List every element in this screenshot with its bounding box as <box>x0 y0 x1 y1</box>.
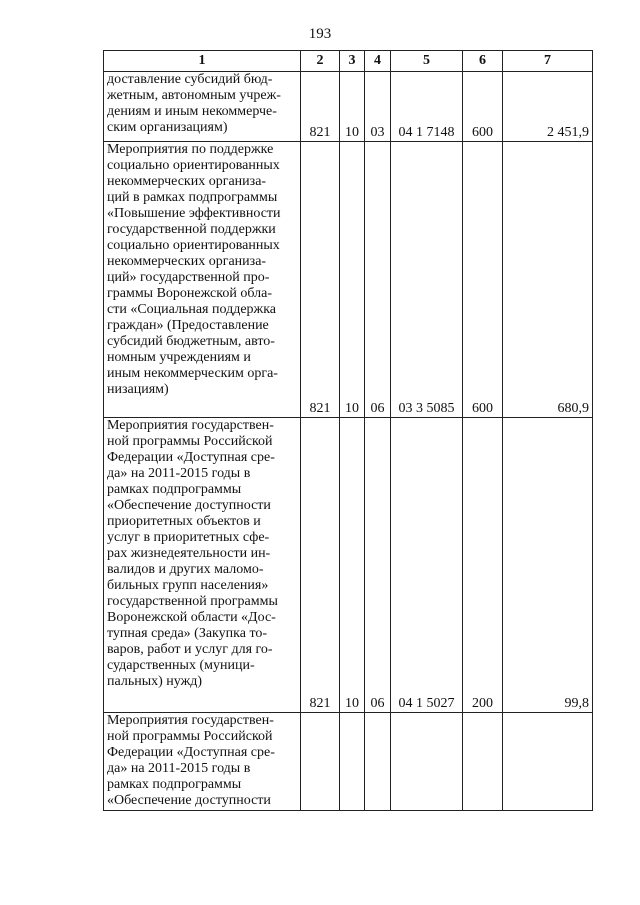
cell-ministry-code: 821 <box>301 72 340 142</box>
cell-subsection-code: 06 <box>365 142 391 418</box>
column-header-7: 7 <box>503 51 593 72</box>
cell-amount <box>503 713 593 811</box>
table-row <box>104 142 593 418</box>
cell-ministry-code <box>301 713 340 811</box>
cell-ministry-code: 821 <box>301 142 340 418</box>
column-header-3: 3 <box>340 51 365 72</box>
cell-expense-type <box>463 713 503 811</box>
column-header-5: 5 <box>391 51 463 72</box>
table-row <box>104 713 593 811</box>
cell-section-code: 10 <box>340 72 365 142</box>
cell-subsection-code: 03 <box>365 72 391 142</box>
budget-table <box>103 50 593 811</box>
cell-target-article: 04 1 7148 <box>391 72 463 142</box>
cell-section-code <box>340 713 365 811</box>
cell-amount: 99,8 <box>503 418 593 713</box>
row-description: Мероприятия по поддержке социально ориентированных некоммерческих организа- ций в рамках подпрограммы «Повышение эффективности государственной поддержки социально ориентированных некоммерческих организа- ций» государственной про- граммы Воронежской обла- сти «Социальная поддержка граждан» (Предоставление субсидий бюджетным, авто- номным учреждениям и иным некоммерческим орга- низациям) <box>104 142 301 418</box>
row-description: Мероприятия государствен- ной программы Российской Федерации «Доступная сре- да» на 2011-2015 годы в рамках подпрограммы «Обеспечение доступности <box>104 713 301 811</box>
cell-expense-type: 600 <box>463 142 503 418</box>
cell-expense-type: 600 <box>463 72 503 142</box>
column-header-2: 2 <box>301 51 340 72</box>
column-header-4: 4 <box>365 51 391 72</box>
table-row <box>104 72 593 142</box>
cell-amount: 2 451,9 <box>503 72 593 142</box>
cell-target-article: 03 3 5085 <box>391 142 463 418</box>
cell-amount: 680,9 <box>503 142 593 418</box>
cell-subsection-code <box>365 713 391 811</box>
cell-section-code: 10 <box>340 418 365 713</box>
column-header-6: 6 <box>463 51 503 72</box>
row-description: доставление субсидий бюд- жетным, автономным учреж- дениям и иным некоммерче- ским организациям) <box>104 72 301 142</box>
table-row <box>104 418 593 713</box>
page-number: 193 <box>308 26 332 42</box>
cell-ministry-code: 821 <box>301 418 340 713</box>
row-description: Мероприятия государствен- ной программы Российской Федерации «Доступная сре- да» на 2011-2015 годы в рамках подпрограммы «Обеспечение доступности приоритетных объектов и услуг в приоритетных сфе- рах жизнедеятельности ин- валидов и других маломо- бильных групп населения» государственной программы Воронежской области «Дос- тупная среда» (Закупка то- варов, работ и услуг для го- сударственных (муници- пальных) нужд) <box>104 418 301 713</box>
cell-target-article: 04 1 5027 <box>391 418 463 713</box>
cell-subsection-code: 06 <box>365 418 391 713</box>
cell-target-article <box>391 713 463 811</box>
column-header-1: 1 <box>104 51 301 72</box>
header-row <box>104 51 593 72</box>
cell-section-code: 10 <box>340 142 365 418</box>
cell-expense-type: 200 <box>463 418 503 713</box>
